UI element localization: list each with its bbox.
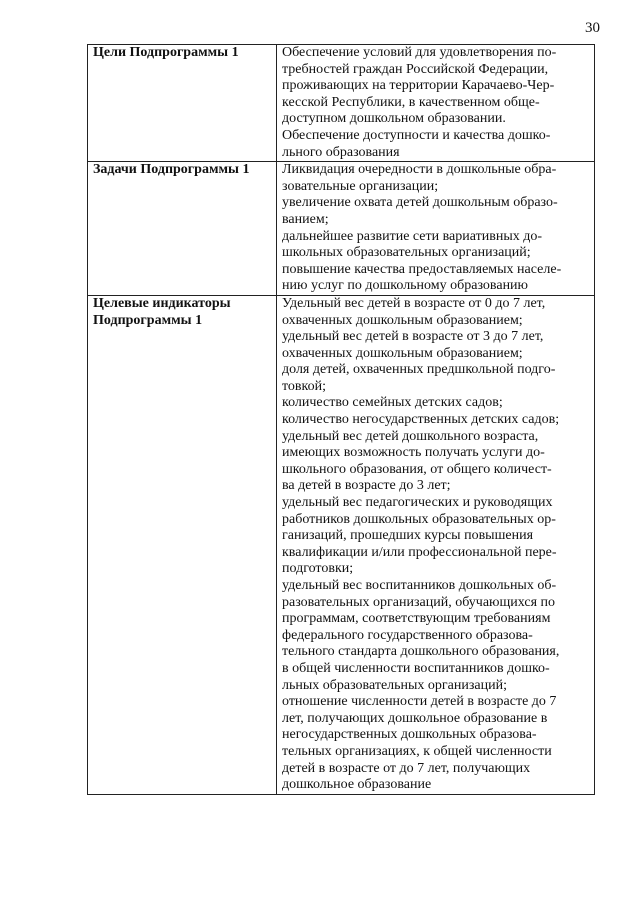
text-line: лет, получающих дошкольное образование в: [282, 710, 548, 726]
text-line: в общей численности воспитанников дошко-: [282, 660, 550, 676]
text-line: разовательных организаций, обучающихся по: [282, 594, 556, 610]
text-line: тельных организациях, к общей численности: [282, 743, 552, 759]
table-row-indicators: [88, 295, 595, 794]
text-line: нию услуг по дошкольному образованию: [282, 278, 529, 294]
text-line: школьных образовательных организаций;: [282, 245, 531, 261]
table-row-tasks: [88, 162, 595, 296]
text-line: дальнейшее развитие сети вариативных до-: [282, 228, 543, 244]
label-line: Задачи Подпрограммы 1: [93, 162, 250, 178]
text-line: Обеспечение условий для удовлетворения по-: [282, 45, 557, 60]
text-line: ванием;: [282, 211, 329, 227]
text-line: удельный вес детей дошкольного возраста,: [282, 428, 539, 444]
text-line: зовательные организации;: [282, 178, 439, 194]
text-line: Ликвидация очередности в дошкольные обра-: [282, 162, 557, 178]
text-line: охваченных дошкольным образованием;: [282, 312, 523, 328]
text-line: товкой;: [282, 378, 327, 394]
text-line: имеющих возможность получать услуги до-: [282, 445, 545, 461]
text-line: школьного образования, от общего количест-: [282, 461, 552, 477]
row-value-indicators: [277, 295, 595, 794]
row-label-tasks: [88, 162, 277, 296]
text-line: количество негосударственных детских садов;: [282, 412, 560, 428]
table-row-goals: [88, 45, 595, 162]
text-line: подготовки;: [282, 561, 354, 577]
text-line: доступном дошкольном образовании.: [282, 111, 506, 127]
row-value-goals: [277, 45, 595, 162]
text-line: кесской Республики, в качественном обще-: [282, 94, 540, 110]
text-line: федерального государственного образова-: [282, 627, 533, 643]
row-label-goals: [88, 45, 277, 162]
text-line: работников дошкольных образовательных ор-: [282, 511, 556, 527]
text-line: повышение качества предоставляемых населе-: [282, 261, 562, 277]
text-line: льного образования: [282, 144, 400, 160]
row-label-indicators: [88, 295, 277, 794]
row-value-tasks: [277, 162, 595, 296]
text-line: увеличение охвата детей дошкольным образо-: [282, 195, 558, 211]
label-line: Целевые индикаторы: [93, 295, 231, 311]
text-line: ганизаций, прошедших курсы повышения: [282, 528, 534, 544]
text-line: Удельный вес детей в возрасте от 0 до 7 лет,: [282, 295, 546, 311]
text-line: доля детей, охваченных предшкольной подго-: [282, 362, 556, 378]
text-line: отношение численности детей в возрасте до 7: [282, 694, 557, 710]
text-line: удельный вес детей в возрасте от 3 до 7 лет,: [282, 329, 544, 345]
text-line: негосударственных дошкольных образова-: [282, 727, 537, 743]
text-line: льных образовательных организаций;: [282, 677, 507, 693]
text-line: Обеспечение доступности и качества дошко-: [282, 127, 551, 143]
text-line: удельный вес педагогических и руководящих: [282, 495, 553, 511]
text-line: ва детей в возрасте до 3 лет;: [282, 478, 451, 494]
text-line: тельного стандарта дошкольного образования,: [282, 644, 560, 660]
text-line: квалификации и/или профессиональной пере-: [282, 544, 557, 560]
page-number: 30: [585, 20, 600, 36]
label-line: Цели Подпрограммы 1: [93, 45, 239, 60]
subprogram-passport-table: [87, 44, 595, 795]
text-line: дошкольное образование: [282, 777, 432, 793]
label-line: Подпрограммы 1: [93, 312, 203, 328]
text-line: программам, соответствующим требованиям: [282, 611, 551, 627]
text-line: требностей граждан Российской Федерации,: [282, 61, 549, 77]
text-line: количество семейных детских садов;: [282, 395, 503, 411]
text-line: детей в возрасте от до 7 лет, получающих: [282, 760, 531, 776]
text-line: удельный вес воспитанников дошкольных об-: [282, 578, 557, 593]
text-line: проживающих на территории Карачаево-Чер-: [282, 78, 555, 94]
text-line: охваченных дошкольным образованием;: [282, 345, 523, 361]
